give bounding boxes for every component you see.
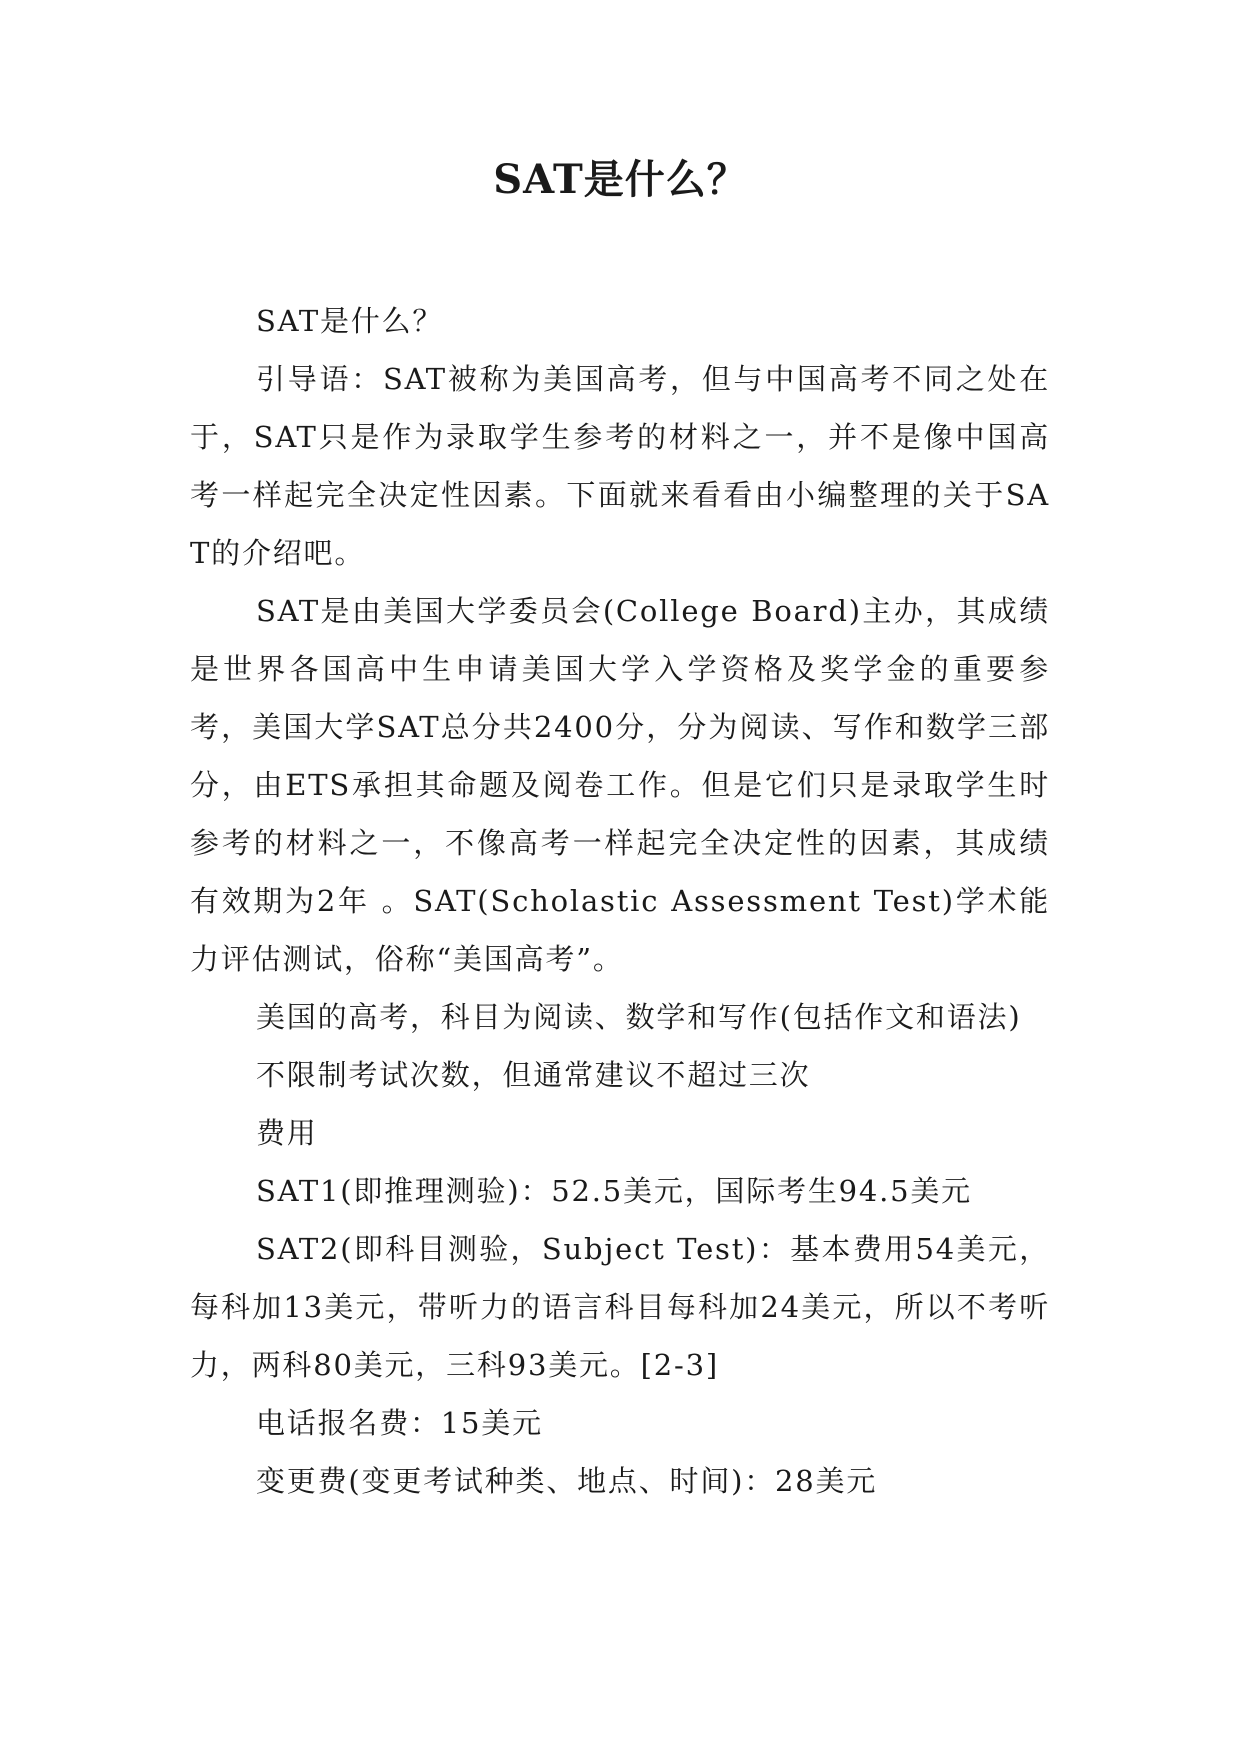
paragraph-subjects: 美国的高考，科目为阅读、数学和写作(包括作文和语法) (256, 1000, 1022, 1034)
paragraph-change-fee: 变更费(变更考试种类、地点、时间)：28美元 (256, 1464, 878, 1498)
paragraph-phone-fee: 电话报名费：15美元 (256, 1406, 543, 1440)
paragraph-overview: SAT是由美国大学委员会(College Board)主办，其成绩是世界各国高中生申请美国大学入学资格及奖学金的重要参考，美国大学SAT总分共2400分，分为阅读、写作和数学三部分，由ETS承担其命题及阅卷工作。但是它们只是录取学生时参考的材料之一，不像高考一样起完全决定性的因素，其成绩有效期为2年 。SAT(Scholastic Assessment Test)学术能力评估测试，俗称“美国高考”。 (190, 594, 1050, 976)
document-title: SAT是什么？ (493, 156, 748, 203)
paragraph-intro: 引导语：SAT被称为美国高考，但与中国高考不同之处在于，SAT只是作为录取学生参考的材料之一，并不是像中国高考一样起完全决定性因素。下面就来看看由小编整理的关于SAT的介绍吧。 (190, 362, 1050, 570)
paragraph-attempts: 不限制考试次数，但通常建议不超过三次 (256, 1058, 811, 1092)
document-body (190, 292, 1050, 1510)
paragraph-fees-heading: 费用 (256, 1116, 318, 1150)
paragraph-sat1-fee: SAT1(即推理测验)：52.5美元，国际考生94.5美元 (256, 1174, 972, 1208)
paragraph-heading-repeat: SAT是什么？ (256, 304, 444, 338)
paragraph-sat2-fee: SAT2(即科目测验，Subject Test)：基本费用54美元，每科加13美元，带听力的语言科目每科加24美元，所以不考听力，两科80美元，三科93美元。[2-3] (190, 1232, 1050, 1382)
